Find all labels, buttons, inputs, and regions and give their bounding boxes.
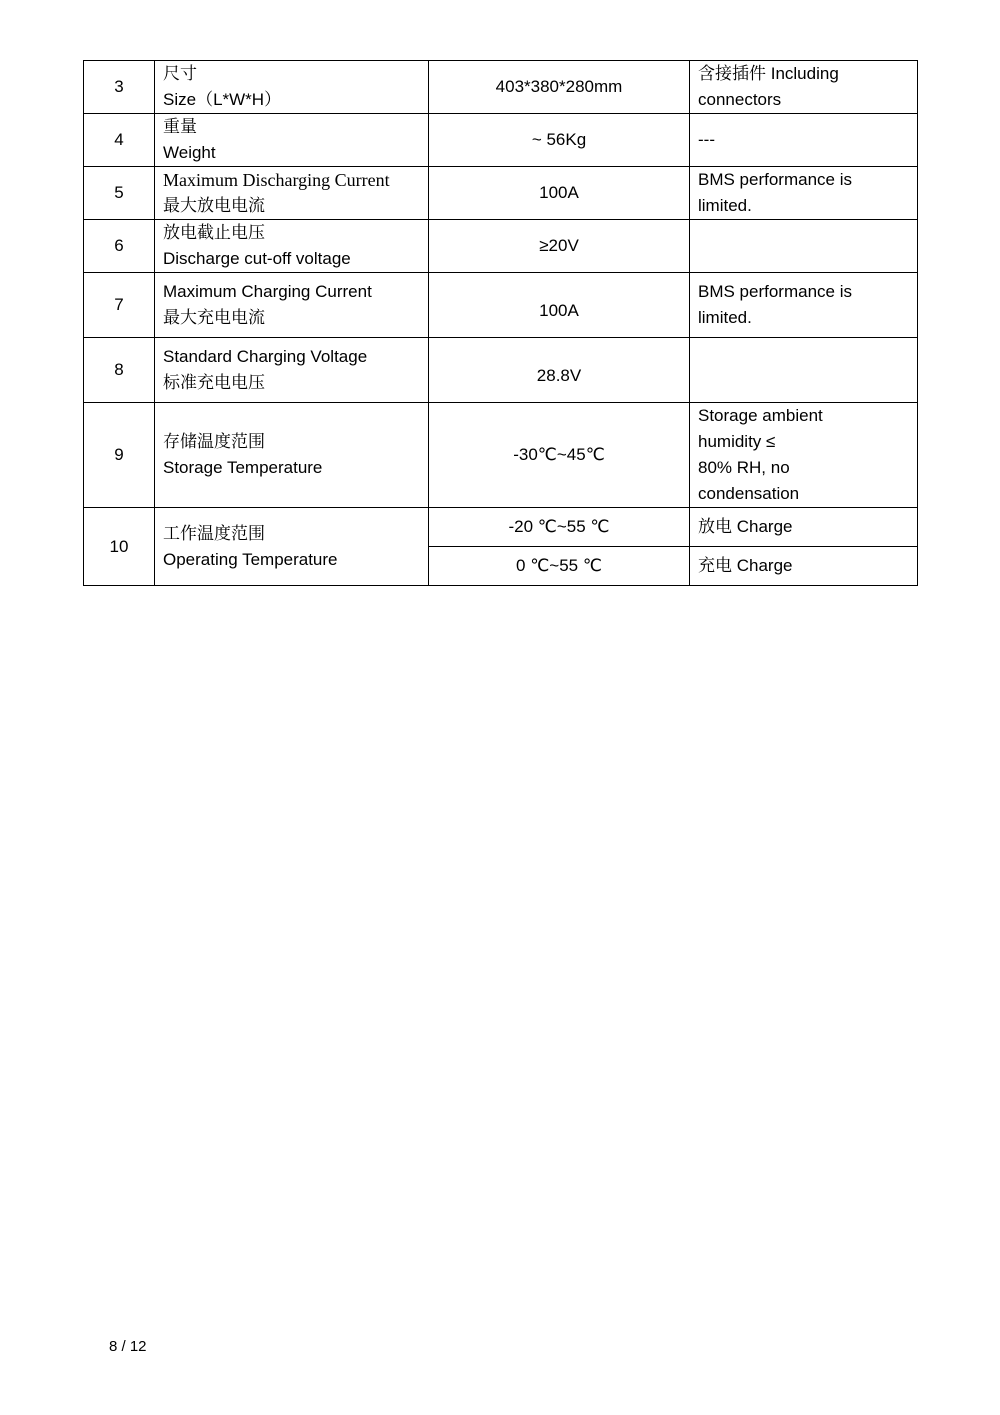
note-line: 80% RH, no bbox=[698, 458, 790, 477]
parameter-label-en: Discharge cut-off voltage bbox=[163, 249, 351, 268]
parameter-label-cn: 重量 bbox=[163, 117, 197, 136]
parameter-label-en: Operating Temperature bbox=[163, 549, 338, 569]
note-cell bbox=[690, 220, 918, 273]
value-cell: 28.8V bbox=[429, 338, 690, 403]
note-cell bbox=[690, 114, 918, 167]
parameter-label-cn: 工作温度范围 bbox=[163, 523, 265, 543]
note-line: 含接插件 Including bbox=[698, 64, 839, 83]
note-line: Storage ambient bbox=[698, 406, 823, 425]
table-row bbox=[84, 338, 918, 403]
page-number: 8 / 12 bbox=[109, 1338, 147, 1355]
note-line: --- bbox=[698, 130, 715, 149]
value-cell: 403*380*280mm bbox=[429, 61, 690, 114]
table-row bbox=[84, 114, 918, 167]
note-line: humidity ≤ bbox=[698, 432, 776, 451]
parameter-label-cn: 放电截止电压 bbox=[163, 223, 265, 242]
note-line: condensation bbox=[698, 484, 800, 503]
table-row bbox=[84, 508, 918, 547]
row-number: 5 bbox=[84, 167, 155, 220]
parameter-cell bbox=[155, 114, 429, 167]
parameter-cell bbox=[155, 61, 429, 114]
value-cell: 100A bbox=[429, 273, 690, 338]
parameter-label-cn: 标准充电电压 bbox=[163, 373, 265, 392]
parameter-cell bbox=[155, 338, 429, 403]
value-cell: -30℃~45℃ bbox=[429, 403, 690, 508]
parameter-label-cn: 尺寸 bbox=[163, 64, 197, 83]
parameter-label-cn: 存储温度范围 bbox=[163, 432, 265, 451]
table-row bbox=[84, 273, 918, 338]
row-number: 10 bbox=[84, 508, 155, 586]
note-cell bbox=[690, 167, 918, 220]
parameter-cell bbox=[155, 220, 429, 273]
spec-table bbox=[83, 60, 918, 586]
parameter-cell bbox=[155, 167, 429, 220]
note-cell bbox=[690, 403, 918, 508]
row-number: 3 bbox=[84, 61, 155, 114]
row-number: 7 bbox=[84, 273, 155, 338]
row-number: 9 bbox=[84, 403, 155, 508]
parameter-cell bbox=[155, 508, 429, 586]
parameter-label-en: Storage Temperature bbox=[163, 458, 323, 477]
parameter-label-en: Maximum Discharging Current bbox=[163, 170, 390, 190]
table-row bbox=[84, 61, 918, 114]
parameter-label-en: Size（L*W*H） bbox=[163, 90, 282, 109]
note-cell: 放电 Charge bbox=[690, 508, 918, 547]
note-cell bbox=[690, 273, 918, 338]
parameter-cell bbox=[155, 273, 429, 338]
parameter-label-en: Standard Charging Voltage bbox=[163, 347, 368, 366]
value-cell: 100A bbox=[429, 167, 690, 220]
note-line: limited. bbox=[698, 196, 752, 215]
value-cell: ≥20V bbox=[429, 220, 690, 273]
parameter-cell bbox=[155, 403, 429, 508]
value-cell: ~ 56Kg bbox=[429, 114, 690, 167]
note-cell bbox=[690, 61, 918, 114]
note-line: BMS performance is bbox=[698, 170, 852, 189]
row-number: 6 bbox=[84, 220, 155, 273]
parameter-label-cn: 最大充电电流 bbox=[163, 308, 265, 327]
table-row bbox=[84, 220, 918, 273]
note-line: connectors bbox=[698, 90, 782, 109]
note-line: BMS performance is bbox=[698, 282, 852, 301]
parameter-label-cn: 最大放电电流 bbox=[163, 196, 265, 215]
note-line: limited. bbox=[698, 308, 752, 327]
parameter-label-en: Weight bbox=[163, 143, 216, 162]
row-number: 4 bbox=[84, 114, 155, 167]
row-number: 8 bbox=[84, 338, 155, 403]
value-cell: 0 ℃~55 ℃ bbox=[429, 547, 690, 586]
value-cell: -20 ℃~55 ℃ bbox=[429, 508, 690, 547]
parameter-label-en: Maximum Charging Current bbox=[163, 282, 372, 301]
table-row bbox=[84, 403, 918, 508]
table-row bbox=[84, 167, 918, 220]
note-cell bbox=[690, 338, 918, 403]
note-cell: 充电 Charge bbox=[690, 547, 918, 586]
